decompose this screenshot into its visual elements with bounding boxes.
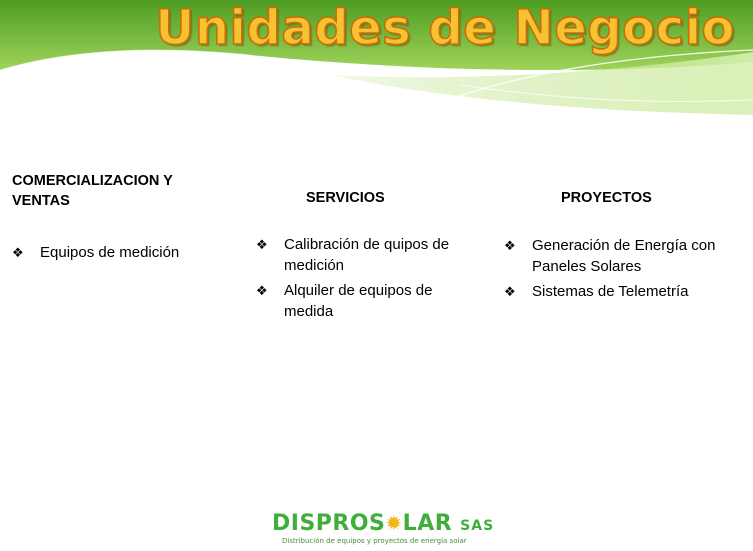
item-list [504, 235, 739, 302]
logo-tagline: Distribución de equipos y proyectos de energía solar [282, 537, 467, 545]
company-logo [272, 510, 495, 550]
list-item-label: Sistemas de Telemetría [532, 283, 689, 300]
diamond-bullet-icon: ❖ [12, 245, 24, 260]
diamond-bullet-icon: ❖ [504, 284, 516, 299]
list-item [504, 281, 739, 302]
list-item-label: Generación de Energía con Paneles Solares [532, 237, 716, 275]
logo-name-part2: LAR [402, 511, 453, 536]
list-item [504, 235, 739, 277]
logo-name-part1: DISPROS [272, 511, 386, 536]
item-list [12, 242, 202, 263]
sun-icon: ✹ [385, 511, 403, 535]
logo-suffix: SAS [460, 518, 495, 534]
list-item [256, 280, 461, 322]
list-item [256, 234, 461, 276]
column-heading: COMERCIALIZACION Y VENTAS [12, 173, 173, 209]
column-heading: PROYECTOS [561, 190, 652, 206]
diamond-bullet-icon: ❖ [504, 238, 516, 253]
column-heading: SERVICIOS [306, 190, 385, 206]
item-list [256, 234, 461, 322]
diamond-bullet-icon: ❖ [256, 283, 268, 298]
column-servicios [256, 188, 461, 326]
page-title: Unidades de Negocio [155, 0, 735, 56]
list-item-label: Calibración de quipos de medición [284, 236, 450, 274]
column-comercializacion [12, 171, 202, 267]
list-item-label: Alquiler de equipos de medida [284, 282, 433, 320]
list-item-label: Equipos de medición [40, 244, 180, 261]
diamond-bullet-icon: ❖ [256, 237, 268, 252]
column-proyectos [504, 188, 739, 306]
list-item [12, 242, 202, 263]
logo-wordmark [272, 510, 495, 539]
